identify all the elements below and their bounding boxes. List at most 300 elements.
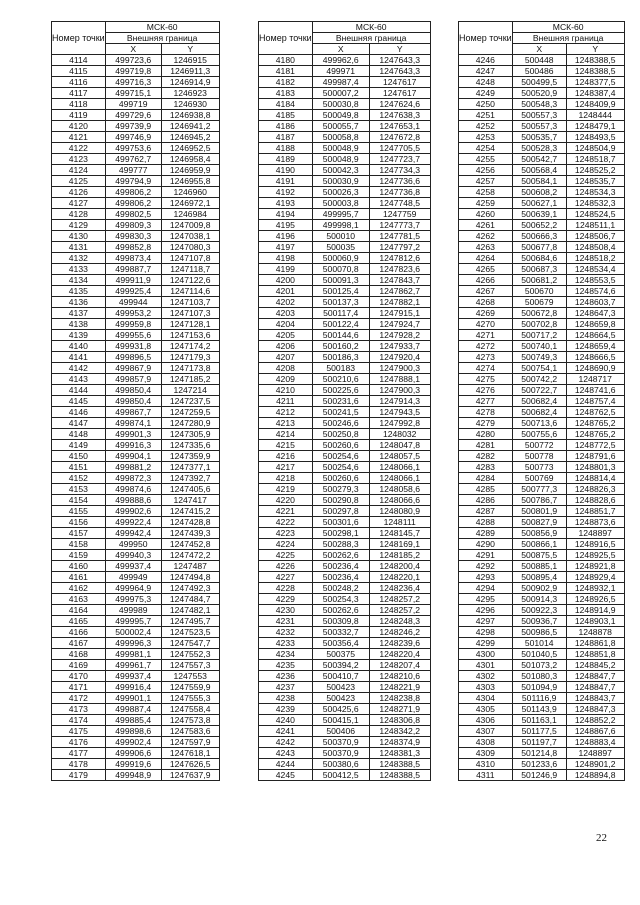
point-number-cell: 4291 xyxy=(459,550,513,561)
point-number-cell: 4240 xyxy=(259,715,313,726)
y-coordinate-cell: 1248903,1 xyxy=(566,616,624,627)
table-row xyxy=(459,671,625,682)
point-number-cell: 4228 xyxy=(259,583,313,594)
point-number-cell: 4205 xyxy=(259,330,313,341)
table-row xyxy=(259,660,431,671)
x-coordinate-cell: 500060,9 xyxy=(312,253,369,264)
point-number-cell: 4150 xyxy=(52,451,106,462)
table-row xyxy=(259,759,431,770)
table-row xyxy=(259,319,431,330)
table-row xyxy=(459,693,625,704)
table-row xyxy=(52,55,220,66)
table-row xyxy=(259,451,431,462)
x-coordinate-cell: 499867,7 xyxy=(105,407,161,418)
x-coordinate-cell: 500548,3 xyxy=(512,99,566,110)
x-coordinate-cell: 500535,7 xyxy=(512,132,566,143)
y-coordinate-cell: 1248111 xyxy=(369,517,430,528)
y-coordinate-cell: 1246955,8 xyxy=(161,176,219,187)
point-number-cell: 4247 xyxy=(459,66,513,77)
boundary-header: Внешняя граница xyxy=(105,33,219,44)
x-coordinate-cell: 499902,6 xyxy=(105,506,161,517)
x-coordinate-cell: 499931,8 xyxy=(105,341,161,352)
y-coordinate-cell: 1248659,4 xyxy=(566,341,624,352)
x-coordinate-cell: 499729,6 xyxy=(105,110,161,121)
table-row xyxy=(459,649,625,660)
point-number-cell: 4246 xyxy=(459,55,513,66)
point-number-cell: 4303 xyxy=(459,682,513,693)
y-coordinate-cell: 1247862,7 xyxy=(369,286,430,297)
table-row xyxy=(52,627,220,638)
y-coordinate-cell: 1248851,7 xyxy=(566,506,624,517)
y-coordinate-cell: 1246915 xyxy=(161,55,219,66)
table-row xyxy=(52,385,220,396)
x-coordinate-cell: 500309,8 xyxy=(312,616,369,627)
y-coordinate-cell: 1248145,7 xyxy=(369,528,430,539)
y-coordinate-cell: 1248444 xyxy=(566,110,624,121)
y-header: Y xyxy=(161,44,219,55)
point-number-cell: 4261 xyxy=(459,220,513,231)
x-coordinate-cell: 499867,9 xyxy=(105,363,161,374)
point-number-cell: 4155 xyxy=(52,506,106,517)
y-coordinate-cell: 1246914,9 xyxy=(161,77,219,88)
table-row xyxy=(52,77,220,88)
table-row xyxy=(459,231,625,242)
table-row xyxy=(259,418,431,429)
x-coordinate-cell: 500866,1 xyxy=(512,539,566,550)
y-coordinate-cell: 1248847,3 xyxy=(566,704,624,715)
table-row xyxy=(259,715,431,726)
table-row xyxy=(459,66,625,77)
point-number-cell: 4301 xyxy=(459,660,513,671)
y-coordinate-cell: 1247638,3 xyxy=(369,110,430,121)
point-number-cell: 4258 xyxy=(459,187,513,198)
y-coordinate-cell: 1247359,9 xyxy=(161,451,219,462)
x-coordinate-cell: 500117,4 xyxy=(312,308,369,319)
x-coordinate-cell: 499944 xyxy=(105,297,161,308)
y-coordinate-cell: 1246941,2 xyxy=(161,121,219,132)
y-coordinate-cell: 1248791,6 xyxy=(566,451,624,462)
y-coordinate-cell: 1248603,7 xyxy=(566,297,624,308)
x-coordinate-cell: 500254,3 xyxy=(312,594,369,605)
point-number-cell: 4220 xyxy=(259,495,313,506)
table-row xyxy=(459,462,625,473)
x-coordinate-cell: 499873,4 xyxy=(105,253,161,264)
y-coordinate-cell: 1247103,7 xyxy=(161,297,219,308)
x-coordinate-cell: 499850,4 xyxy=(105,385,161,396)
y-coordinate-cell: 1248916,5 xyxy=(566,539,624,550)
point-number-cell: 4300 xyxy=(459,649,513,660)
table-row xyxy=(52,495,220,506)
table-row xyxy=(52,572,220,583)
table-row xyxy=(259,638,431,649)
table-row xyxy=(52,110,220,121)
x-coordinate-cell: 499896,5 xyxy=(105,352,161,363)
y-coordinate-cell: 1248765,2 xyxy=(566,418,624,429)
y-coordinate-cell: 1246958,4 xyxy=(161,154,219,165)
table-row xyxy=(459,506,625,517)
point-number-cell: 4154 xyxy=(52,495,106,506)
y-coordinate-cell: 1246911,3 xyxy=(161,66,219,77)
table-row xyxy=(459,352,625,363)
y-coordinate-cell: 1247823,6 xyxy=(369,264,430,275)
point-number-cell: 4306 xyxy=(459,715,513,726)
point-number-cell: 4201 xyxy=(259,286,313,297)
y-coordinate-cell: 1248057,5 xyxy=(369,451,430,462)
point-number-cell: 4266 xyxy=(459,275,513,286)
x-coordinate-cell: 500722,7 xyxy=(512,385,566,396)
table-row xyxy=(52,704,220,715)
point-number-header: Номер точки xyxy=(259,22,313,55)
x-coordinate-cell: 500687,3 xyxy=(512,264,566,275)
point-number-cell: 4117 xyxy=(52,88,106,99)
y-coordinate-cell: 1247558,4 xyxy=(161,704,219,715)
point-number-cell: 4271 xyxy=(459,330,513,341)
y-coordinate-cell: 1248511,1 xyxy=(566,220,624,231)
point-number-cell: 4188 xyxy=(259,143,313,154)
x-coordinate-cell: 499806,2 xyxy=(105,187,161,198)
point-number-cell: 4200 xyxy=(259,275,313,286)
y-coordinate-cell: 1247259,5 xyxy=(161,407,219,418)
y-coordinate-cell: 1247736,8 xyxy=(369,187,430,198)
x-coordinate-cell: 500260,6 xyxy=(312,440,369,451)
point-number-cell: 4243 xyxy=(259,748,313,759)
point-number-cell: 4171 xyxy=(52,682,106,693)
point-number-cell: 4218 xyxy=(259,473,313,484)
table-row xyxy=(52,154,220,165)
table-row xyxy=(459,242,625,253)
x-coordinate-cell: 500902,9 xyxy=(512,583,566,594)
table-row xyxy=(52,363,220,374)
table-row xyxy=(52,198,220,209)
table-row xyxy=(259,583,431,594)
table-row xyxy=(459,308,625,319)
x-coordinate-cell: 500986,5 xyxy=(512,627,566,638)
x-coordinate-cell: 500250,8 xyxy=(312,429,369,440)
table-row xyxy=(259,407,431,418)
y-coordinate-cell: 1247617 xyxy=(369,77,430,88)
table-row xyxy=(459,594,625,605)
y-coordinate-cell: 1247900,3 xyxy=(369,363,430,374)
x-coordinate-cell: 499962,6 xyxy=(312,55,369,66)
x-coordinate-cell: 500786,7 xyxy=(512,495,566,506)
point-number-cell: 4199 xyxy=(259,264,313,275)
point-number-cell: 4281 xyxy=(459,440,513,451)
point-number-cell: 4157 xyxy=(52,528,106,539)
point-number-cell: 4234 xyxy=(259,649,313,660)
point-number-cell: 4248 xyxy=(459,77,513,88)
point-number-cell: 4278 xyxy=(459,407,513,418)
table-row xyxy=(459,660,625,671)
table-row xyxy=(259,396,431,407)
table-row xyxy=(259,671,431,682)
y-coordinate-cell: 1248220,4 xyxy=(369,649,430,660)
point-number-cell: 4161 xyxy=(52,572,106,583)
point-number-cell: 4224 xyxy=(259,539,313,550)
y-coordinate-cell: 1247405,6 xyxy=(161,484,219,495)
table-row xyxy=(259,209,431,220)
table-row xyxy=(52,671,220,682)
table-row xyxy=(259,385,431,396)
y-coordinate-cell: 1248518,2 xyxy=(566,253,624,264)
y-coordinate-cell: 1246984 xyxy=(161,209,219,220)
point-number-cell: 4135 xyxy=(52,286,106,297)
point-number-cell: 4156 xyxy=(52,517,106,528)
table-row xyxy=(259,110,431,121)
y-coordinate-cell: 1248236,4 xyxy=(369,583,430,594)
table-row xyxy=(459,110,625,121)
x-coordinate-cell: 500608,2 xyxy=(512,187,566,198)
x-coordinate-cell: 499850,4 xyxy=(105,396,161,407)
point-number-cell: 4130 xyxy=(52,231,106,242)
y-coordinate-cell: 1247484,7 xyxy=(161,594,219,605)
table-row xyxy=(459,330,625,341)
point-number-cell: 4146 xyxy=(52,407,106,418)
x-coordinate-cell: 499719,8 xyxy=(105,66,161,77)
y-coordinate-cell: 1248058,6 xyxy=(369,484,430,495)
point-number-cell: 4121 xyxy=(52,132,106,143)
point-number-cell: 4269 xyxy=(459,308,513,319)
table-row xyxy=(52,99,220,110)
table-row xyxy=(259,495,431,506)
x-coordinate-cell: 499872,3 xyxy=(105,473,161,484)
x-coordinate-cell: 500557,3 xyxy=(512,121,566,132)
point-number-cell: 4262 xyxy=(459,231,513,242)
table-row xyxy=(459,198,625,209)
x-coordinate-cell: 499937,4 xyxy=(105,671,161,682)
y-coordinate-cell: 1247179,3 xyxy=(161,352,219,363)
table-row xyxy=(52,88,220,99)
point-number-cell: 4299 xyxy=(459,638,513,649)
y-coordinate-cell: 1248914,9 xyxy=(566,605,624,616)
y-coordinate-cell: 1247573,8 xyxy=(161,715,219,726)
table-row xyxy=(52,66,220,77)
y-coordinate-cell: 1247280,9 xyxy=(161,418,219,429)
y-coordinate-cell: 1248388,5 xyxy=(369,770,430,781)
point-number-cell: 4174 xyxy=(52,715,106,726)
y-coordinate-cell: 1248508,4 xyxy=(566,242,624,253)
point-number-cell: 4272 xyxy=(459,341,513,352)
point-number-cell: 4152 xyxy=(52,473,106,484)
table-row xyxy=(52,209,220,220)
point-number-cell: 4131 xyxy=(52,242,106,253)
point-number-cell: 4143 xyxy=(52,374,106,385)
y-coordinate-cell: 1248828,6 xyxy=(566,495,624,506)
x-coordinate-cell: 500755,6 xyxy=(512,429,566,440)
table-row xyxy=(52,352,220,363)
x-coordinate-cell: 500742,2 xyxy=(512,374,566,385)
table-row xyxy=(459,473,625,484)
table-row xyxy=(459,484,625,495)
x-coordinate-cell: 500677,8 xyxy=(512,242,566,253)
x-coordinate-cell: 500410,7 xyxy=(312,671,369,682)
point-number-cell: 4139 xyxy=(52,330,106,341)
x-coordinate-cell: 500026,3 xyxy=(312,187,369,198)
x-coordinate-cell: 500301,6 xyxy=(312,517,369,528)
table-row xyxy=(459,539,625,550)
y-coordinate-cell: 1248080,9 xyxy=(369,506,430,517)
point-number-cell: 4268 xyxy=(459,297,513,308)
table-row xyxy=(459,88,625,99)
y-coordinate-cell: 1247185,2 xyxy=(161,374,219,385)
table-row xyxy=(459,418,625,429)
table-row xyxy=(52,506,220,517)
y-coordinate-cell: 1247114,6 xyxy=(161,286,219,297)
point-number-cell: 4290 xyxy=(459,539,513,550)
x-coordinate-cell: 500856,9 xyxy=(512,528,566,539)
y-coordinate-cell: 1247914,3 xyxy=(369,396,430,407)
y-coordinate-cell: 1248851,8 xyxy=(566,649,624,660)
x-coordinate-cell: 499715,1 xyxy=(105,88,161,99)
table-row xyxy=(52,440,220,451)
x-coordinate-cell: 500740,1 xyxy=(512,341,566,352)
point-number-cell: 4202 xyxy=(259,297,313,308)
y-coordinate-cell: 1247128,1 xyxy=(161,319,219,330)
point-number-cell: 4305 xyxy=(459,704,513,715)
table-row xyxy=(459,264,625,275)
point-number-cell: 4280 xyxy=(459,429,513,440)
point-number-cell: 4153 xyxy=(52,484,106,495)
y-coordinate-cell: 1247487 xyxy=(161,561,219,572)
x-coordinate-cell: 500772 xyxy=(512,440,566,451)
y-coordinate-cell: 1248388,5 xyxy=(566,66,624,77)
table-row xyxy=(259,649,431,660)
point-number-cell: 4167 xyxy=(52,638,106,649)
point-number-cell: 4196 xyxy=(259,231,313,242)
point-number-cell: 4236 xyxy=(259,671,313,682)
y-coordinate-cell: 1247472,2 xyxy=(161,550,219,561)
point-number-cell: 4292 xyxy=(459,561,513,572)
point-number-cell: 4180 xyxy=(259,55,313,66)
point-number-cell: 4295 xyxy=(459,594,513,605)
table-row xyxy=(259,308,431,319)
y-coordinate-cell: 1248901,2 xyxy=(566,759,624,770)
point-number-cell: 4119 xyxy=(52,110,106,121)
table-row xyxy=(259,506,431,517)
point-number-cell: 4239 xyxy=(259,704,313,715)
x-coordinate-cell: 500754,1 xyxy=(512,363,566,374)
x-coordinate-cell: 499716,3 xyxy=(105,77,161,88)
y-coordinate-cell: 1248534,4 xyxy=(566,264,624,275)
table-row xyxy=(459,396,625,407)
x-coordinate-cell: 500030,8 xyxy=(312,99,369,110)
table-row xyxy=(259,748,431,759)
table-row xyxy=(52,407,220,418)
x-coordinate-cell: 500370,9 xyxy=(312,748,369,759)
x-coordinate-cell: 499940,3 xyxy=(105,550,161,561)
point-number-cell: 4259 xyxy=(459,198,513,209)
y-coordinate-cell: 1248801,3 xyxy=(566,462,624,473)
y-coordinate-cell: 1248847,7 xyxy=(566,671,624,682)
x-coordinate-cell: 499746,9 xyxy=(105,132,161,143)
y-coordinate-cell: 1247214 xyxy=(161,385,219,396)
y-coordinate-cell: 1247781,5 xyxy=(369,231,430,242)
x-coordinate-cell: 499981,1 xyxy=(105,649,161,660)
y-coordinate-cell: 1246945,2 xyxy=(161,132,219,143)
point-number-cell: 4148 xyxy=(52,429,106,440)
x-coordinate-cell: 500254,6 xyxy=(312,451,369,462)
point-number-cell: 4288 xyxy=(459,517,513,528)
y-coordinate-cell: 1247173,8 xyxy=(161,363,219,374)
table-row xyxy=(259,429,431,440)
table-row xyxy=(52,550,220,561)
point-number-cell: 4115 xyxy=(52,66,106,77)
x-coordinate-cell: 501116,9 xyxy=(512,693,566,704)
point-number-cell: 4165 xyxy=(52,616,106,627)
table-row xyxy=(52,561,220,572)
x-coordinate-cell: 501040,5 xyxy=(512,649,566,660)
point-number-cell: 4264 xyxy=(459,253,513,264)
point-number-cell: 4249 xyxy=(459,88,513,99)
y-coordinate-cell: 1248847,7 xyxy=(566,682,624,693)
point-number-cell: 4194 xyxy=(259,209,313,220)
point-number-cell: 4310 xyxy=(459,759,513,770)
x-header: X xyxy=(105,44,161,55)
table-row xyxy=(259,253,431,264)
table-row xyxy=(259,286,431,297)
point-number-cell: 4134 xyxy=(52,275,106,286)
point-number-cell: 4294 xyxy=(459,583,513,594)
table-row xyxy=(259,242,431,253)
table-row xyxy=(52,473,220,484)
y-coordinate-cell: 1247653,1 xyxy=(369,121,430,132)
x-coordinate-cell: 499830,3 xyxy=(105,231,161,242)
y-coordinate-cell: 1247495,7 xyxy=(161,616,219,627)
table-row xyxy=(52,429,220,440)
table-row xyxy=(52,770,220,781)
table-row xyxy=(259,594,431,605)
x-coordinate-cell: 500248,2 xyxy=(312,583,369,594)
table-row xyxy=(459,374,625,385)
point-number-cell: 4204 xyxy=(259,319,313,330)
point-number-cell: 4297 xyxy=(459,616,513,627)
table-row xyxy=(259,440,431,451)
y-coordinate-cell: 1248765,2 xyxy=(566,429,624,440)
y-coordinate-cell: 1247494,8 xyxy=(161,572,219,583)
x-coordinate-cell: 499916,3 xyxy=(105,440,161,451)
point-number-cell: 4184 xyxy=(259,99,313,110)
y-coordinate-cell: 1247888,1 xyxy=(369,374,430,385)
boundary-header: Внешняя граница xyxy=(312,33,430,44)
x-coordinate-cell: 499888,6 xyxy=(105,495,161,506)
table-row xyxy=(459,616,625,627)
point-number-cell: 4283 xyxy=(459,462,513,473)
table-row xyxy=(52,682,220,693)
point-number-cell: 4287 xyxy=(459,506,513,517)
y-coordinate-cell: 1248664,5 xyxy=(566,330,624,341)
point-number-cell: 4275 xyxy=(459,374,513,385)
x-coordinate-cell: 500684,6 xyxy=(512,253,566,264)
y-header: Y xyxy=(369,44,430,55)
point-number-cell: 4309 xyxy=(459,748,513,759)
coordinates-table-1 xyxy=(51,21,220,781)
y-coordinate-cell: 1247920,4 xyxy=(369,352,430,363)
y-coordinate-cell: 1247618,1 xyxy=(161,748,219,759)
x-coordinate-cell: 499904,1 xyxy=(105,451,161,462)
y-coordinate-cell: 1247928,2 xyxy=(369,330,430,341)
y-coordinate-cell: 1247748,5 xyxy=(369,198,430,209)
table-row xyxy=(459,297,625,308)
system-header: МСК-60 xyxy=(512,22,624,33)
table-row xyxy=(459,319,625,330)
x-coordinate-cell: 500584,1 xyxy=(512,176,566,187)
y-coordinate-cell: 1248377,5 xyxy=(566,77,624,88)
x-coordinate-cell: 500332,7 xyxy=(312,627,369,638)
y-coordinate-cell: 1248238,8 xyxy=(369,693,430,704)
x-coordinate-cell: 500528,3 xyxy=(512,143,566,154)
x-coordinate-cell: 501214,8 xyxy=(512,748,566,759)
x-coordinate-cell: 500627,1 xyxy=(512,198,566,209)
y-coordinate-cell: 1248845,2 xyxy=(566,660,624,671)
